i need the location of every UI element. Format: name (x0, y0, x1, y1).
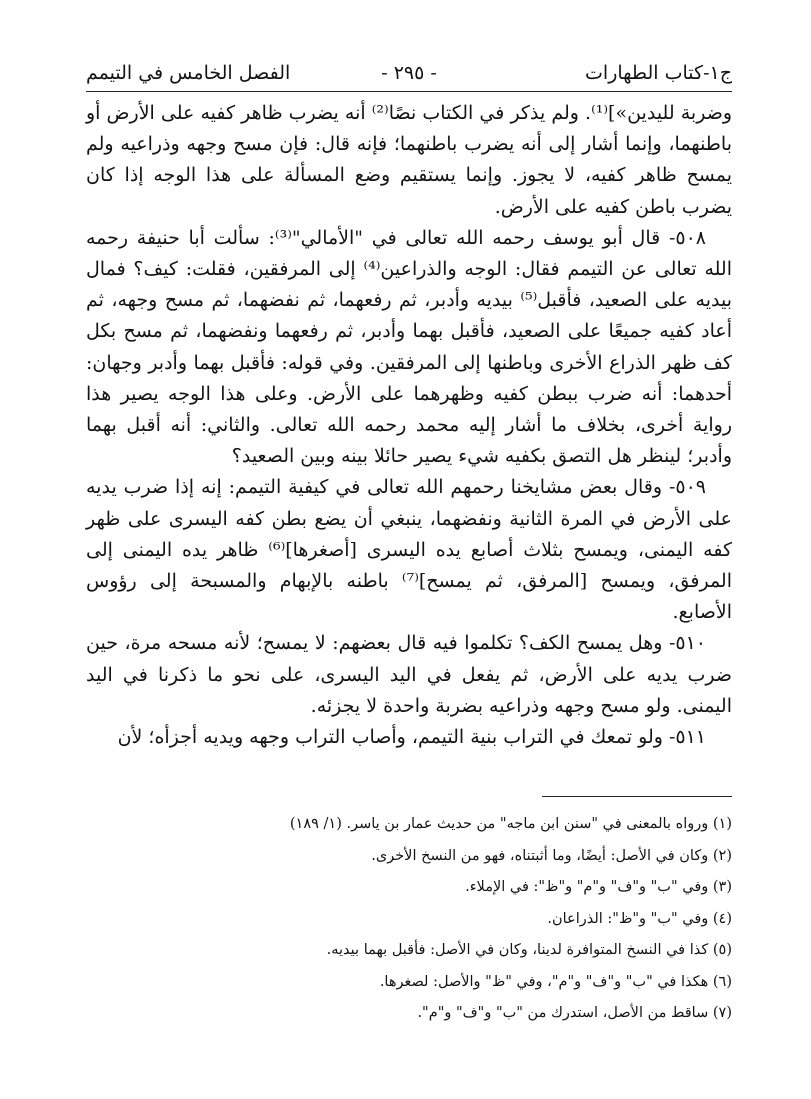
paragraph-511: ٥١١- ولو تمعك في التراب بنية التيمم، وأصاب التراب وجهه ويديه أجزأه؛ لأن (117, 726, 706, 749)
paragraph-continuation: وضربة لليدين»]⁽¹⁾. ولم يذكر في الكتاب نصًا⁽²⁾ أنه يضرب ظاهر كفيه على الأرض أو باطنهما، وإنما أشار إلى أنه يضرب باطنهما؛ فإنه قال: فإن مسح وجهه وذراعيه ولم يمسح ظاهر كفيه، لا يجوز. وإنما يستقيم وضع المسألة على هذا الوجه إذا كان يضرب باطن كفيه على الأرض. (86, 102, 732, 218)
footnote-5: (٥) كذا في النسخ المتوافرة لدينا، وكان في الأصل: فأقبل بهما بيديه. (326, 942, 732, 958)
volume-book-title: ج١-كتاب الطهارات (585, 62, 732, 84)
page-number: - ٢٩٥ - (381, 62, 437, 84)
paragraph-508: ٥٠٨- قال أبو يوسف رحمه الله تعالى في "الأمالي"⁽³⁾: سألت أبا حنيفة رحمه الله تعالى عن التيمم فقال: الوجه والذراعين⁽⁴⁾ إلى المرفقين، فقلت: كيف؟ فمال بيديه على الصعيد، فأقبل⁽⁵⁾ بيديه وأدبر، ثم رفعهما، ثم نفضهما، ثم مسح وجهه، ثم أعاد كفيه جميعًا على الصعيد، فأقبل بهما وأدبر، ثم رفعهما ونفضهما، ثم مسح بكل كف ظهر الذراع الأخرى وباطنها إلى المرفقين. وفي قوله: فأقبل بهما وأدبر وجهان: أحدهما: أنه ضرب ببطن كفيه وظهرهما على الأرض. وعلى هذا الوجه يصير هذا رواية أخرى، بخلاف ما أشار إليه محمد رحمه الله تعالى. والثاني: أنه أقبل بهما وأدبر؛ لينظر هل التصق بكفيه شيء يصير حائلا بينه وبين الصعيد؟ (86, 226, 733, 468)
footnote-2: (٢) وكان في الأصل: أيضًا، وما أثبتناه، فهو من النسخ الأخرى. (371, 847, 732, 864)
main-text (86, 98, 732, 753)
footnote-3: (٣) وفي "ب" و"ف" و"م" و"ظ": في الإملاء. (465, 879, 732, 895)
paragraph-509: ٥٠٩- وقال بعض مشايخنا رحمهم الله تعالى في كيفية التيمم: إنه إذا ضرب يديه على الأرض في المرة الثانية ونفضهما، ينبغي أن يضع بطن كفه اليسرى على ظهر كفه اليمنى، ويمسح بثلاث أصابع يده اليسرى [أصغرها]⁽⁶⁾ ظاهر يده اليمنى إلى المرفق، ويمسح [المرفق، ثم يمسح]⁽⁷⁾ باطنه بالإبهام والمسبحة إلى رؤوس الأصابع. (86, 476, 732, 624)
footnote-divider (542, 796, 732, 797)
running-header (86, 58, 732, 92)
paragraph-510: ٥١٠- وهل يمسح الكف؟ تكلموا فيه قال بعضهم: لا يمسح؛ لأنه مسحه مرة، حين ضرب يديه على الأرض، ثم يفعل في اليد اليسرى، على نحو ما ذكرنا في اليد اليمنى. ولو مسح وجهه وذراعيه بضربة واحدة لا يجزئه. (86, 632, 732, 717)
header-divider (86, 91, 732, 92)
footnote-7: (٧) ساقط من الأصل، استدرك من "ب" و"ف" و"م". (417, 1005, 732, 1021)
footnote-1: (١) ورواه بالمعنى في "سنن ابن ماجه" من حديث عمار بن ياسر. (١/ ١٨٩) (289, 816, 732, 832)
footnote-6: (٦) هكذا في "ب" و"ف" و"م"، وفي "ظ" والأصل: لصغرها. (379, 973, 732, 990)
footnotes (86, 809, 732, 1030)
section-title: الفصل الخامس في التيمم (86, 62, 291, 84)
footnote-4: (٤) وفي "ب" و"ظ": الذراعان. (547, 910, 732, 927)
